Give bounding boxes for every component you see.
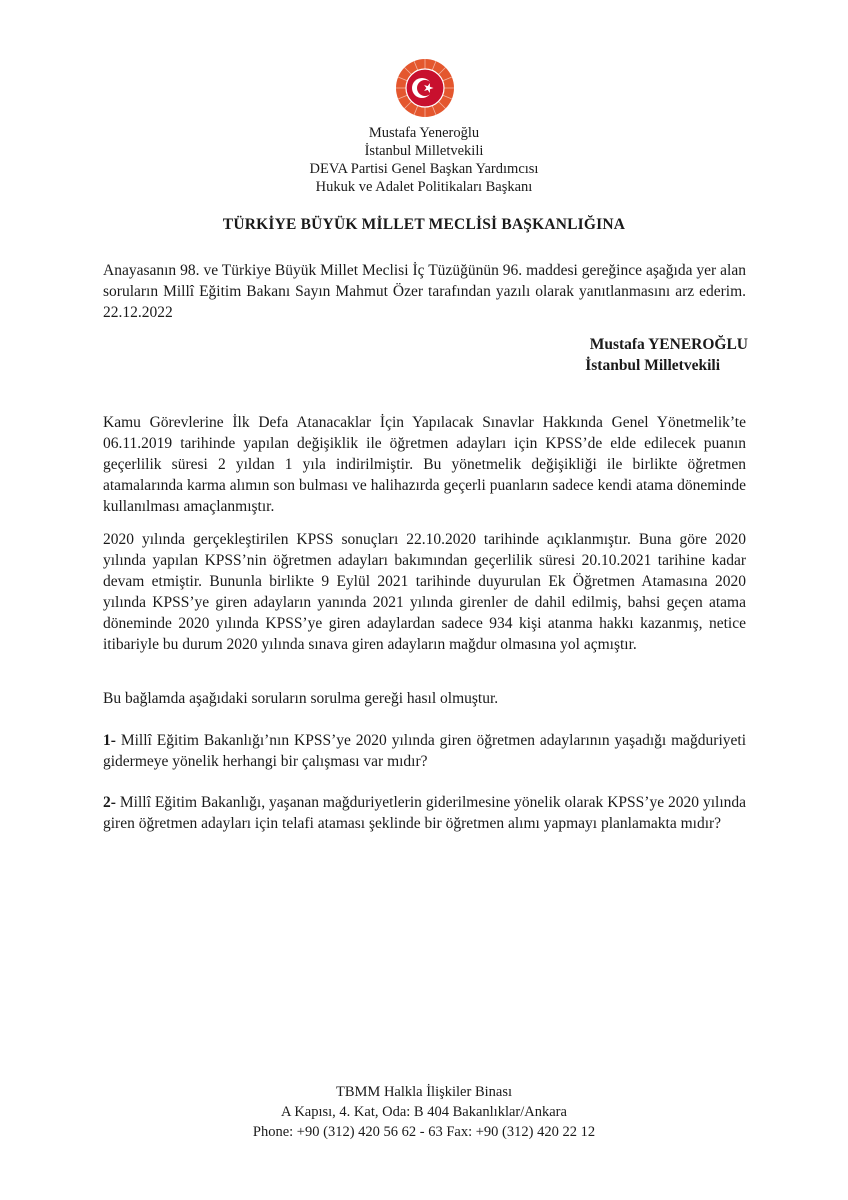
signature-name: Mustafa YENEROĞLU (589, 336, 748, 353)
sender-party-role: DEVA Partisi Genel Başkan Yardımcısı (309, 161, 539, 177)
intro-paragraph: Anayasanın 98. ve Türkiye Büyük Millet Meclisi İç Tüzüğünün 96. maddesi gereğince aşağıda yer alan soruların Millî Eğitim Bakanı Sayın Mahmut Özer tarafından yazılı olarak yanıtlanmasını arz ederim. 22.12.2022 (103, 262, 746, 321)
body-paragraph-2: 2020 yılında gerçekleştirilen KPSS sonuçları 22.10.2020 tarihinde açıklanmıştır. Buna göre 2020 yılında yapılan KPSS’nin öğretmen adayları bakımından geçerlilik süresi 20.10.2021 tarihine kadar devam etmiştir. Bununla birlikte 9 Eylül 2021 tarihinde duyurulan Ek Öğretmen Atamasına 2020 yılında KPSS’ye giren adayların yanında 2021 yılında girenler de dahil edilmiş, bahsi geçen atama döneminde 2020 yılında KPSS’ye giren adaylardan sadece 934 kişi atanma hakkı kazanmış, netice itibariyle bu durum 2020 yılında sınava giren adayların mağdur olmasına yol açmıştır. (103, 531, 746, 653)
sender-constituency: İstanbul Milletvekili (364, 143, 484, 159)
question-1-number: 1- (103, 732, 116, 749)
question-1-text: Millî Eğitim Bakanlığı’nın KPSS’ye 2020 yılında giren öğretmen adaylarının yaşadığı mağduriyeti gidermeye yönelik herhangi bir çalışması var mıdır? (103, 732, 747, 770)
question-2 (103, 792, 746, 834)
footer-contact (0, 1082, 848, 1142)
question-2-text: Millî Eğitim Bakanlığı, yaşanan mağduriyetlerin giderilmesine yönelik olarak KPSS’ye 2020 yılında giren öğretmen adayları için telafi ataması şeklinde bir öğretmen alımı yapmayı planlamakta mıdır? (103, 794, 747, 832)
question-1 (103, 730, 746, 772)
signature-block (585, 334, 748, 376)
sender-name: Mustafa Yeneroğlu (368, 125, 480, 141)
body-paragraph-1: Kamu Görevlerine İlk Defa Atanacaklar İçin Yapılacak Sınavlar Hakkında Genel Yönetmelik’te 06.11.2019 tarihinde yapılan değişiklik ile öğretmen adayları için KPSS’de elde edilecek puanın geçerlilik süresi 2 yıldan 1 yıla indirilmiştir. Bu yönetmelik değişikliği ile birlikte öğretmen atamalarında karma alımın son bulması ve halihazırda geçerli puanların sadece kendi atama döneminde kullanılması amaçlanmıştır. (103, 414, 746, 515)
sender-policy-role: Hukuk ve Adalet Politikaları Başkanı (315, 179, 533, 195)
footer-building: TBMM Halkla İlişkiler Binası (336, 1084, 512, 1100)
signature-title: İstanbul Milletvekili (585, 357, 720, 374)
tbmm-emblem-icon (395, 58, 455, 118)
question-2-number: 2- (103, 794, 116, 811)
addressee-heading: TÜRKİYE BÜYÜK MİLLET MECLİSİ BAŞKANLIĞINA (222, 216, 626, 233)
body-paragraph-3: Bu bağlamda aşağıdaki soruların sorulma gereği hasıl olmuştur. (103, 690, 499, 707)
footer-address: A Kapısı, 4. Kat, Oda: B 404 Bakanlıklar/Ankara (281, 1104, 567, 1120)
footer-phone-fax: Phone: +90 (312) 420 56 62 - 63 Fax: +90 (312) 420 22 12 (252, 1124, 596, 1140)
sender-header (0, 124, 848, 196)
